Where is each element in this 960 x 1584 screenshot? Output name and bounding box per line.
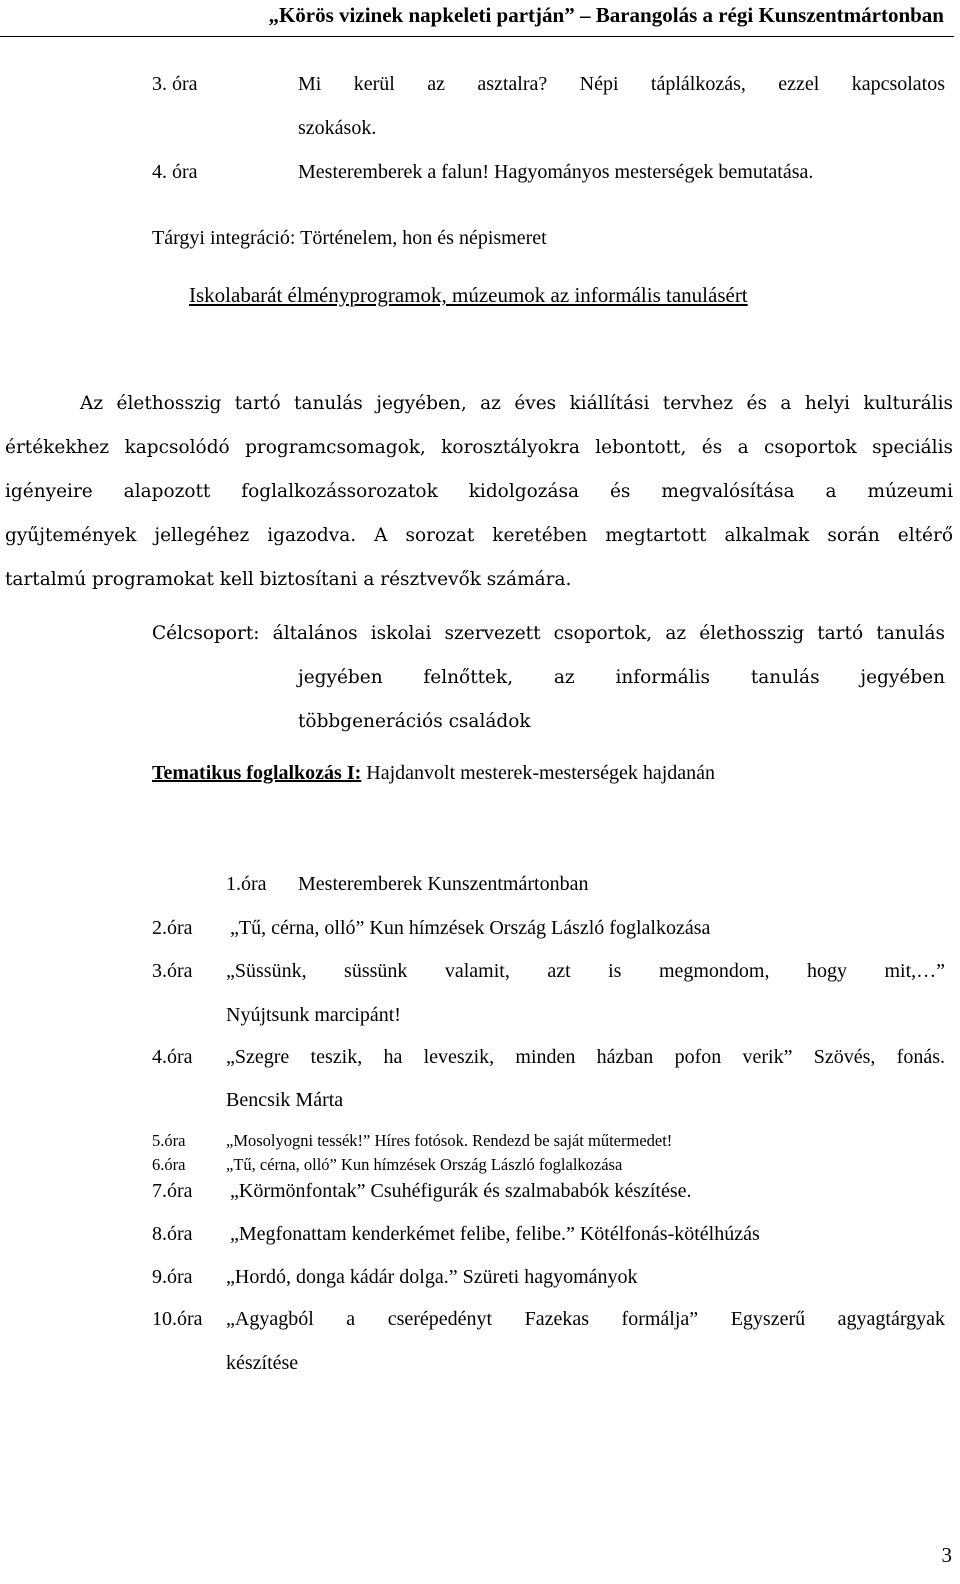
session-text: „Hordó, donga kádár dolga.” Szüreti hagyományok	[226, 1266, 638, 1288]
session-num: 7.óra	[152, 1180, 193, 1202]
body-paragraph	[5, 382, 953, 602]
session-text: „Szegre teszik, ha leveszik, minden házban pofon verik” Szövés, fonás.	[226, 1046, 945, 1068]
session-num: 3.óra	[152, 960, 193, 982]
session-text: „Megfonattam kenderkémet felibe, felibe.” Kötélfonás-kötélhúzás	[230, 1223, 760, 1245]
thematic-label: Tematikus foglalkozás I:	[152, 762, 362, 784]
session-num: 5.óra	[152, 1131, 186, 1150]
session-num: 1.óra	[226, 873, 267, 895]
session-text: „Tű, cérna, olló” Kun hímzések Ország László foglalkozása	[230, 917, 711, 939]
session-num: 10.óra	[152, 1308, 203, 1330]
session-text: „Körmönfontak” Csuhéfigurák és szalmababók készítése.	[230, 1180, 692, 1202]
session-num: 2.óra	[152, 917, 193, 939]
thematic-heading	[152, 762, 715, 785]
target-group-line: jegyében felnőttek, az informális tanulás jegyében	[298, 667, 945, 688]
top-list-num: 4. óra	[152, 161, 198, 183]
session-text: „Tű, cérna, olló” Kun hímzések Ország László foglalkozása	[226, 1155, 623, 1174]
target-group-line: Célcsoport: általános iskolai szervezett csoportok, az élethosszig tartó tanulás	[152, 623, 945, 644]
session-num: 4.óra	[152, 1046, 193, 1068]
page-number: 3	[941, 1543, 952, 1567]
session-num: 8.óra	[152, 1223, 193, 1245]
paragraph-line: tartalmú programokat kell biztosítani a résztvevők számára.	[5, 569, 572, 590]
session-text: Mesteremberek Kunszentmártonban	[298, 873, 589, 895]
top-list-num: 3. óra	[152, 73, 198, 95]
section-heading: Iskolabarát élményprogramok, múzeumok az informális tanulásért	[189, 283, 748, 307]
top-list-text: Mi kerül az asztalra? Népi táplálkozás, ezzel kapcsolatos	[298, 73, 945, 95]
thematic-title: Hajdanvolt mesterek-mesterségek hajdanán	[366, 762, 716, 784]
paragraph-line: gyűjtemények jellegéhez igazodva. A sorozat keretében megtartott alkalmak során eltérő	[5, 525, 953, 546]
top-list-text-cont: szokások.	[298, 117, 377, 139]
running-header: „Körös vizinek napkeleti partján” – Barangolás a régi Kunszentmártonban	[268, 3, 944, 27]
target-group	[152, 612, 945, 744]
session-text-cont: Nyújtsunk marcipánt!	[226, 1004, 401, 1026]
header-rule	[0, 36, 954, 37]
subject-integration: Tárgyi integráció: Történelem, hon és népismeret	[152, 227, 547, 249]
session-text: „Mosolyogni tessék!” Híres fotósok. Rendezd be saját műtermedet!	[226, 1131, 673, 1150]
session-text-cont: készítése	[226, 1352, 299, 1374]
target-group-line: többgenerációs családok	[298, 711, 531, 732]
session-text: „Süssünk, süssünk valamit, azt is megmondom, hogy mit,…”	[226, 960, 945, 982]
session-num: 9.óra	[152, 1266, 193, 1288]
session-text: „Agyagból a cserépedényt Fazekas formálja” Egyszerű agyagtárgyak	[226, 1308, 945, 1330]
paragraph-line: Az élethosszig tartó tanulás jegyében, az éves kiállítási tervhez és a helyi kulturális	[80, 393, 953, 414]
paragraph-line: igényeire alapozott foglalkozássorozatok kidolgozása és megvalósítása a múzeumi	[5, 481, 953, 502]
top-list-text: Mesteremberek a falun! Hagyományos mesterségek bemutatása.	[298, 161, 814, 183]
session-num: 6.óra	[152, 1155, 186, 1174]
paragraph-line: értékekhez kapcsolódó programcsomagok, korosztályokra lebontott, és a csoportok speciális	[5, 437, 953, 458]
session-text-cont: Bencsik Márta	[226, 1089, 344, 1111]
